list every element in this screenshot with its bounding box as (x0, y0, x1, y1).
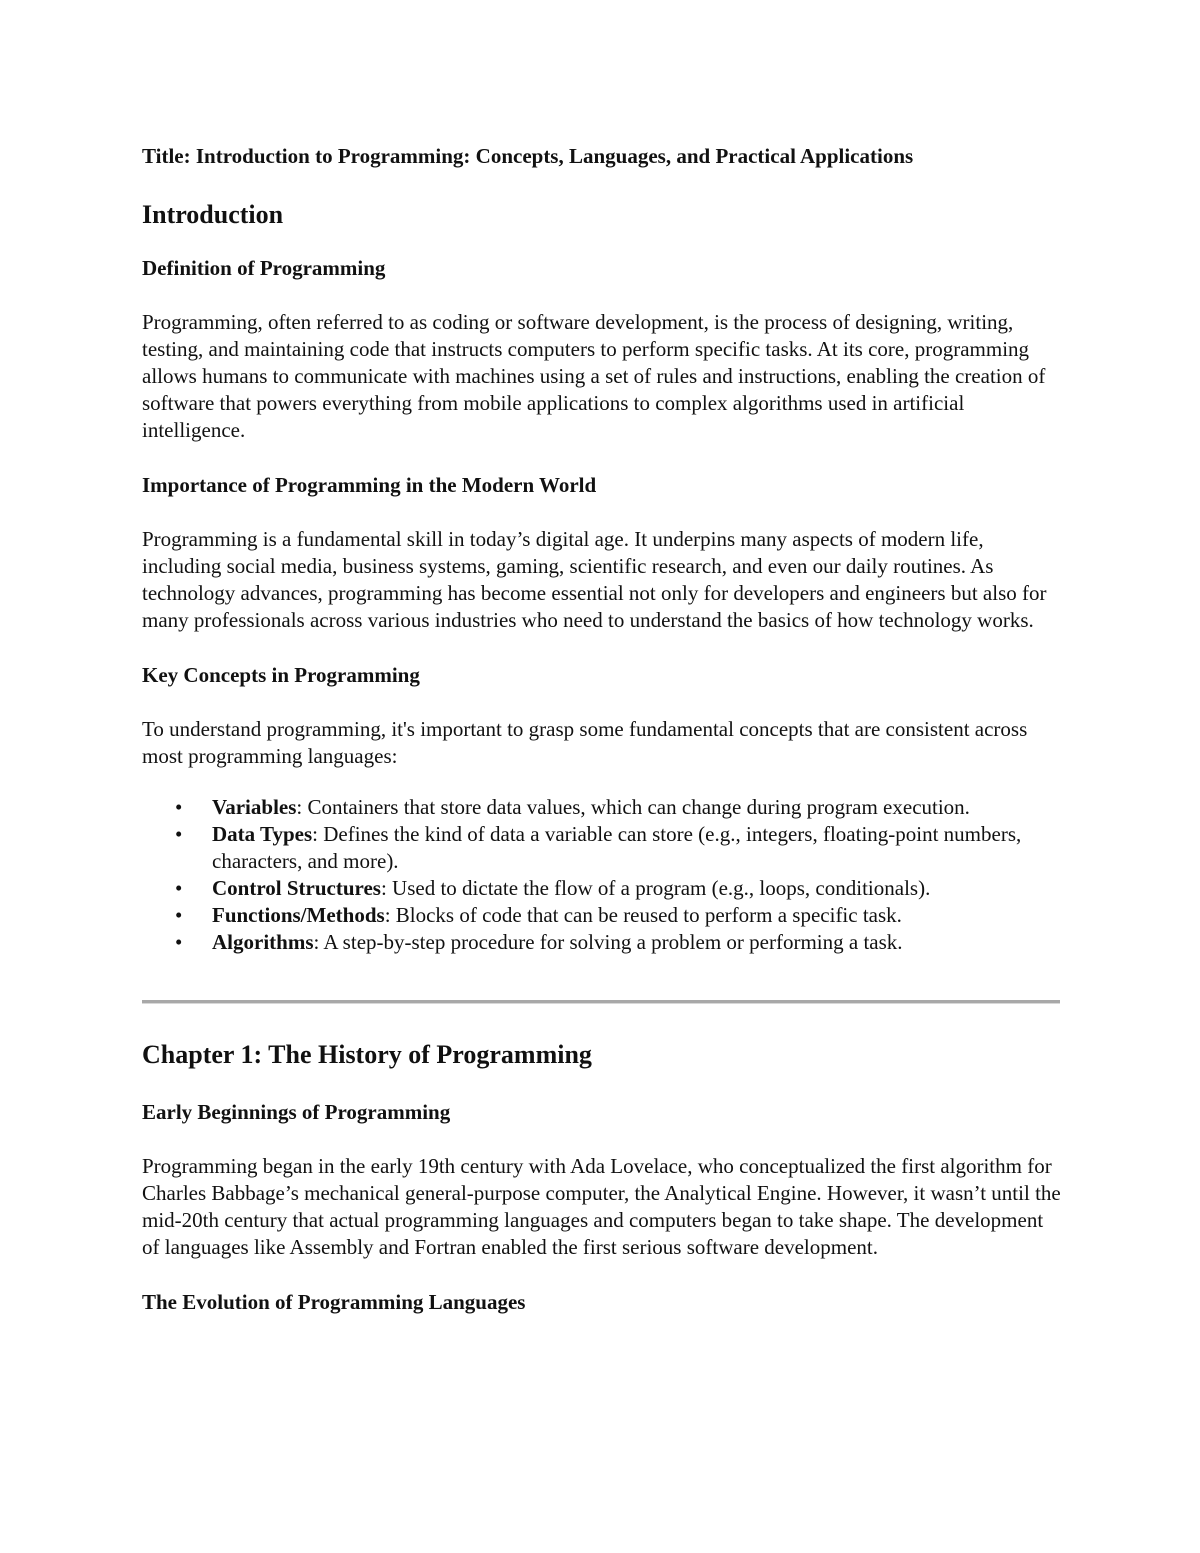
list-item (142, 794, 1062, 821)
bullet-icon: • (175, 876, 183, 900)
document-title: Title: Introduction to Programming: Concepts, Languages, and Practical Applications (142, 144, 914, 168)
key-concepts-intro: To understand programming, it's important to grasp some fundamental concepts that are consistent across most programming languages: (142, 717, 1028, 768)
introduction-heading: Introduction (142, 200, 284, 229)
definition-paragraph: Programming, often referred to as coding or software development, is the process of designing, writing, testing, and maintaining code that instructs computers to perform specific tasks. At its core, programming allows humans to communicate with machines using a set of rules and instructions, enabling the creation of software that powers everything from mobile applications to complex algorithms used in artificial intelligence. (142, 310, 1046, 442)
concept-description: : Defines the kind of data a variable can store (e.g., integers, floating-point numbers, characters, and more). (212, 822, 1022, 873)
list-item (142, 821, 1062, 875)
concept-term: Algorithms (212, 930, 314, 954)
concept-description: : A step-by-step procedure for solving a problem or performing a task. (313, 930, 903, 954)
importance-heading: Importance of Programming in the Modern World (142, 473, 597, 497)
early-beginnings-paragraph: Programming began in the early 19th century with Ada Lovelace, who conceptualized the first algorithm for Charles Babbage’s mechanical general-purpose computer, the Analytical Engine. However, it wasn’t until the mid-20th century that actual programming languages and computers began to take shape. The development of languages like Assembly and Fortran enabled the first serious software development. (142, 1154, 1061, 1259)
concept-term: Data Types (212, 822, 313, 846)
concept-description: : Blocks of code that can be reused to perform a specific task. (384, 903, 902, 927)
concept-term: Variables (212, 795, 297, 819)
bullet-icon: • (175, 930, 183, 954)
document-body (142, 142, 1062, 1316)
definition-heading: Definition of Programming (142, 256, 386, 280)
list-item (142, 902, 1062, 929)
concept-description: : Containers that store data values, which can change during program execution. (296, 795, 970, 819)
concept-term: Functions/Methods (212, 903, 385, 927)
concept-description: : Used to dictate the flow of a program (e.g., loops, conditionals). (380, 876, 931, 900)
concept-term: Control Structures (212, 876, 381, 900)
list-item (142, 929, 1062, 956)
early-beginnings-heading: Early Beginnings of Programming (142, 1100, 451, 1124)
chapter-1-heading: Chapter 1: The History of Programming (142, 1040, 592, 1069)
key-concepts-list (142, 794, 1062, 956)
horizontal-divider (142, 1000, 1060, 1004)
bullet-icon: • (175, 822, 183, 846)
key-concepts-heading: Key Concepts in Programming (142, 663, 420, 687)
evolution-heading: The Evolution of Programming Languages (142, 1290, 526, 1314)
bullet-icon: • (175, 903, 183, 927)
importance-paragraph: Programming is a fundamental skill in today’s digital age. It underpins many aspects of modern life, including social media, business systems, gaming, scientific research, and even our daily routines. As technology advances, programming has become essential not only for developers and engineers but also for many professionals across various industries who need to understand the basics of how technology works. (142, 527, 1047, 632)
bullet-icon: • (175, 795, 183, 819)
list-item (142, 875, 1062, 902)
